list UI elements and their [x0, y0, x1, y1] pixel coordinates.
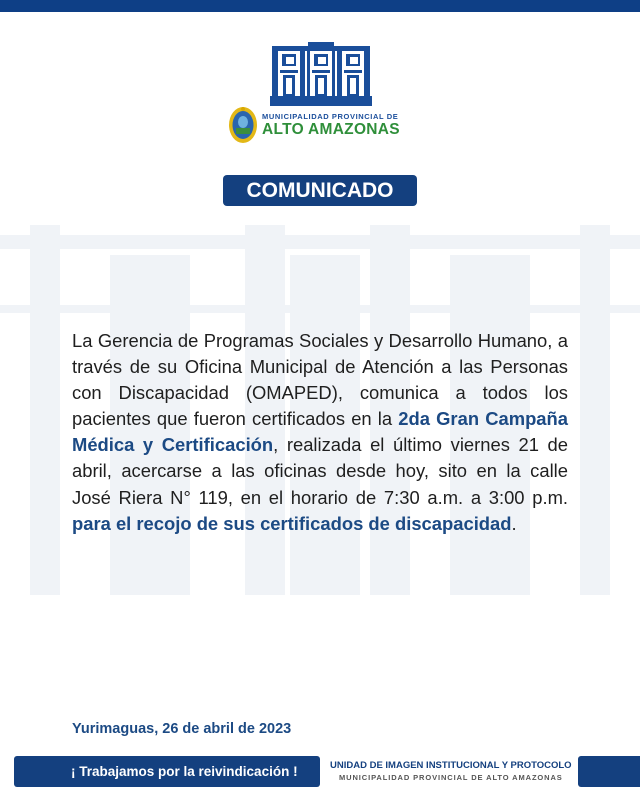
- date-line: Yurimaguas, 26 de abril de 2023: [72, 721, 292, 737]
- top-bar: [0, 0, 640, 12]
- announcement-body: [72, 328, 568, 537]
- logo-title: ALTO AMAZONAS: [262, 121, 400, 138]
- footer-slogan-bar: [14, 756, 320, 787]
- seal-icon: [228, 106, 258, 144]
- municipality-logo: [228, 104, 418, 146]
- footer-right-bar: [578, 756, 640, 787]
- comunicado-heading: COMUNICADO: [223, 175, 417, 206]
- footer-slogan: ¡ Trabajamos por la reivindicación !: [71, 764, 298, 779]
- footer-unit: UNIDAD DE IMAGEN INSTITUCIONAL Y PROTOCOLO: [330, 760, 572, 771]
- footer-municipality: MUNICIPALIDAD PROVINCIAL DE ALTO AMAZONAS: [339, 773, 563, 782]
- pickup-highlight: para el recojo de sus certificados de discapacidad: [72, 512, 512, 534]
- campaign-highlight: 2da Gran Campaña Médica y Certificación: [72, 408, 568, 456]
- body-text-1: La Gerencia de Programas Sociales y Desarrollo Humano, a través de su Oficina Municipal de Atención a las Personas con Discapacidad (OMAPED), comunica a todos los pacientes que fueron certificados en la: [72, 330, 568, 430]
- logo-subtitle: MUNICIPALIDAD PROVINCIAL DE: [262, 112, 399, 121]
- body-text-2: , realizada el último viernes 21 de abril, acercarse a las oficinas desde hoy, sito en la calle José Riera N° 119, en el horario de 7:30 a.m. a 3:00 p.m.: [72, 434, 568, 508]
- body-text-3: .: [511, 512, 517, 534]
- municipal-building-logo: [268, 40, 374, 106]
